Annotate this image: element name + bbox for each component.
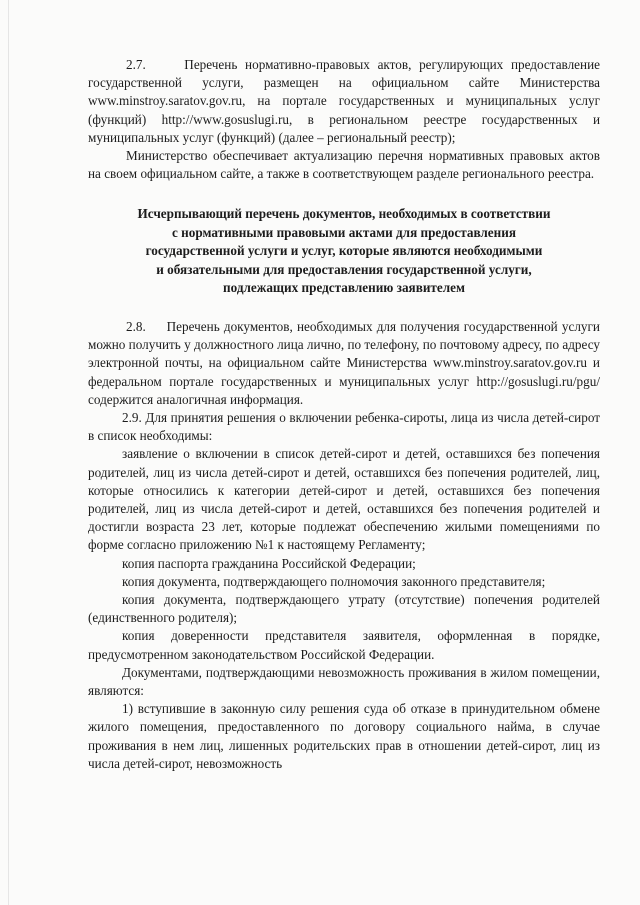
item-representative-authority: копия документа, подтверждающего полномочия законного представителя; [122,573,546,589]
item-loss-of-parental-care: копия документа, подтверждающего утрату (отсутствие) попечения родителей (единственного родителя); [88,591,600,626]
heading-line: Исчерпывающий перечень документов, необходимых в соответствии [137,206,551,222]
paragraph-2-9: 2.9. Для принятия решения о включении ребенка-сироты, лица из числа детей-сирот в список необходимы: [88,409,600,444]
item-passport-copy: копия паспорта гражданина Российской Федерации; [122,555,416,571]
item-application: заявление о включении в список детей-сирот и детей, оставшихся без попечения родителей, лиц из числа детей-сирот и детей, оставшихся без попечения родителей, лиц, которые относились к категории детей-сирот и детей, оставшихся без попечения родителей, лиц из числа детей-сирот и детей, оставшихся без попечения родителей и достигли возраста 23 лет, которые подлежат обеспечению жилыми помещениями по форме согласно приложению №1 к настоящему Регламенту; [88,446,600,553]
section-heading [88,205,600,298]
paragraph-documents-impossibility: Документами, подтверждающими невозможность проживания в жилом помещении, являются: [88,664,600,698]
item-power-of-attorney: копия доверенности представителя заявителя, оформленная в порядке, предусмотренном законодательством Российской Федерации. [88,628,600,662]
paragraph-2-7: 2.7. Перечень нормативно-правовых актов, регулирующих предоставление государственной услуги, размещен на официальном сайте Министерства www.minstroy.saratov.gov.ru, на портале государственных и муниципальных услуг (функций) http://www.gosuslugi.ru, в региональном реестре государственных и муниципальных услуг (функций) (далее – региональный реестр); [88,57,600,145]
heading-line: с нормативными правовыми актами для предоставления [171,224,516,240]
heading-line: подлежащих представлению заявителем [223,280,465,296]
paragraph-actualization: Министерство обеспечивает актуализацию перечня нормативных правовых актов на своем официальном сайте, а также в соответствующем разделе регионального реестра. [88,148,600,182]
scan-edge [8,0,9,905]
item-court-decisions: 1) вступившие в законную силу решения суда об отказе в принудительном обмене жилого помещения, предоставленного по договору социального найма, в случае проживания в нем лиц, лишенных родительских прав в отношении детей-сирот, лиц из числа детей-сирот, невозможность [88,701,600,771]
heading-line: и обязательными для предоставления государственной услуги, [156,261,532,277]
paragraph-2-8: 2.8. Перечень документов, необходимых для получения государственной услуги можно получить у должностного лица лично, по телефону, по почтовому адресу, по адресу электронной почты, на официальном сайте Министерства www.minstroy.saratov.gov.ru и федеральном портале государственных и муниципальных услуг http://gosuslugi.ru/pgu/ содержится аналогичная информация. [88,318,600,407]
heading-line: государственной услуги и услуг, которые являются необходимыми [145,243,543,259]
document-page [88,56,600,773]
